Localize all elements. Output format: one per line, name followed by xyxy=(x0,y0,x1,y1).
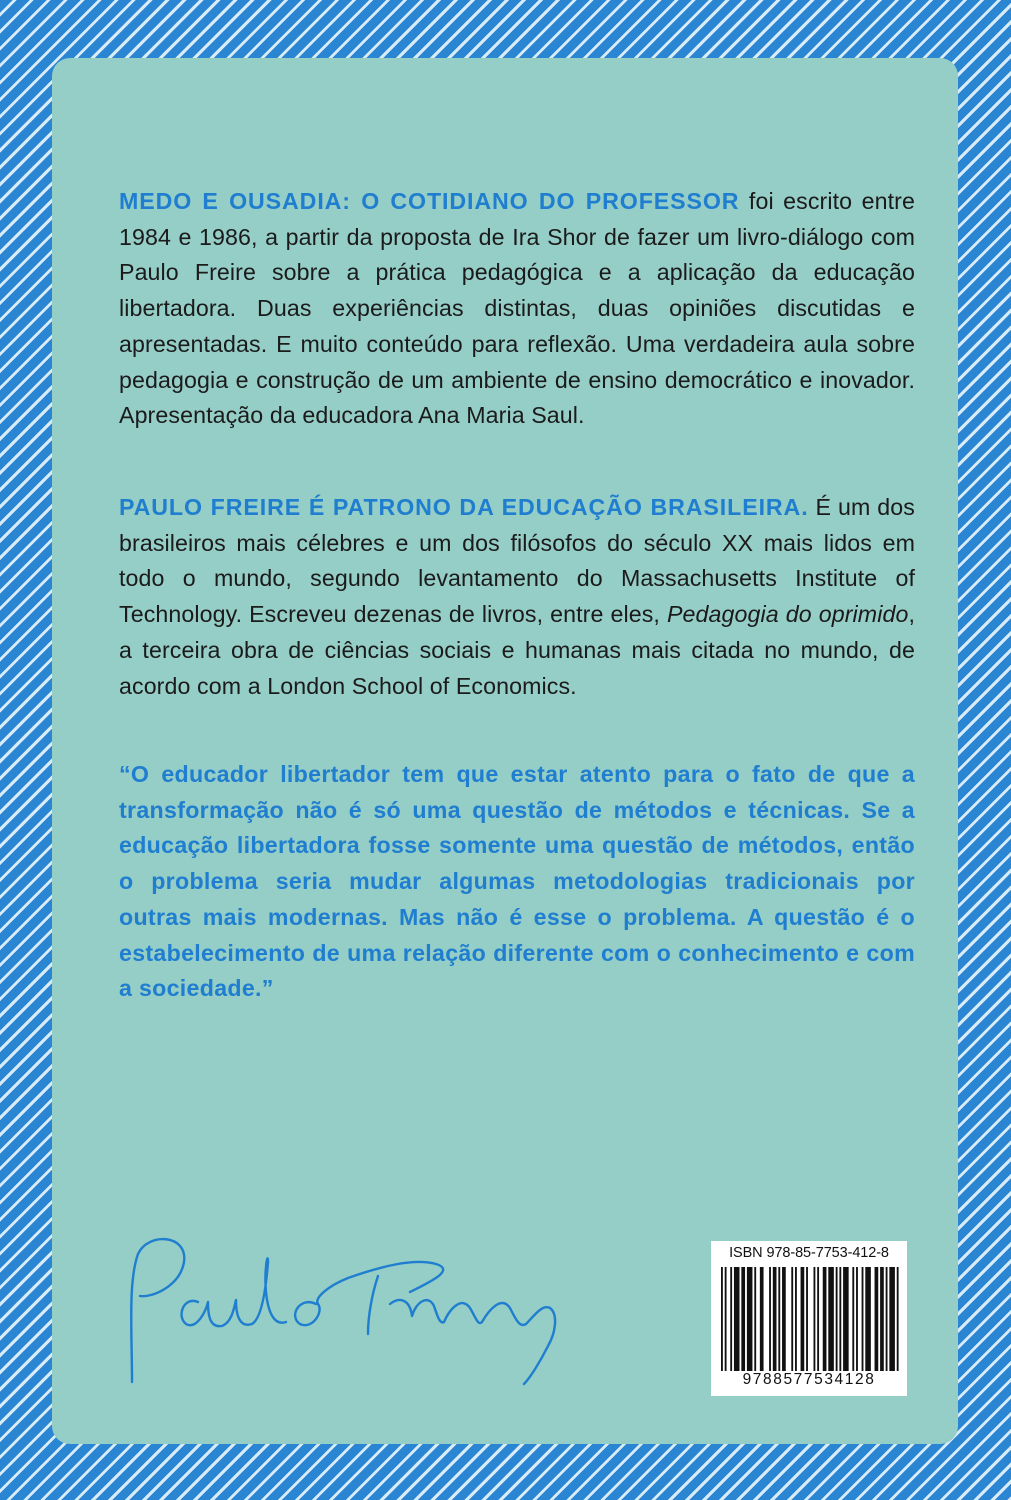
quote-paragraph: “O educador libertador tem que estar atento para o fato de que a transformação não é só uma questão de métodos e técnicas. Se a educação libertadora fosse somente uma questão de métodos, então o problema seria mudar algumas metodologias tradicionais por outras mais modernas. Mas não é esse o problema. A questão é o estabelecimento de uma relação diferente com o conhecimento e com a sociedade.” xyxy=(119,761,915,1002)
barcode-icon xyxy=(719,1267,899,1371)
author-bio-body-1: É um dos brasileiros mais célebres e um dos filósofos do século XX mais lidos em todo o mundo, segundo levantamento do Massachusetts Institute of Technology. Escreveu dezenas de livros, entre eles, xyxy=(119,494,915,628)
signature-icon xyxy=(110,1212,600,1387)
isbn-label: ISBN 978-85-7753-412-8 xyxy=(729,1245,889,1261)
barcode-digits: 9788577534128 xyxy=(742,1371,876,1388)
author-bio-body-2: , a terceira obra de ciências sociais e humanas mais citada no mundo, de acordo com a London School of Economics. xyxy=(119,601,915,699)
barcode xyxy=(711,1241,907,1396)
synopsis-paragraph xyxy=(119,184,915,434)
author-bio-lead: PAULO FREIRE É PATRONO DA EDUCAÇÃO BRASILEIRA. xyxy=(119,494,809,520)
author-bio-paragraph xyxy=(119,490,915,704)
book-title: Pedagogia do oprimido xyxy=(666,601,909,628)
synopsis-body: foi escrito entre 1984 e 1986, a partir da proposta de Ira Shor de fazer um livro-diálogo com Paulo Freire sobre a prática pedagógica e a aplicação da educação libertadora. Duas experiências distintas, duas opiniões discutidas e apresentadas. E muito conteúdo para reflexão. Uma verdadeira aula sobre pedagogia e construção de um ambiente de ensino democrático e inovador. Apresentação da educadora Ana Maria Saul. xyxy=(119,188,915,429)
synopsis-lead: MEDO E OUSADIA: O COTIDIANO DO PROFESSOR xyxy=(119,188,740,214)
